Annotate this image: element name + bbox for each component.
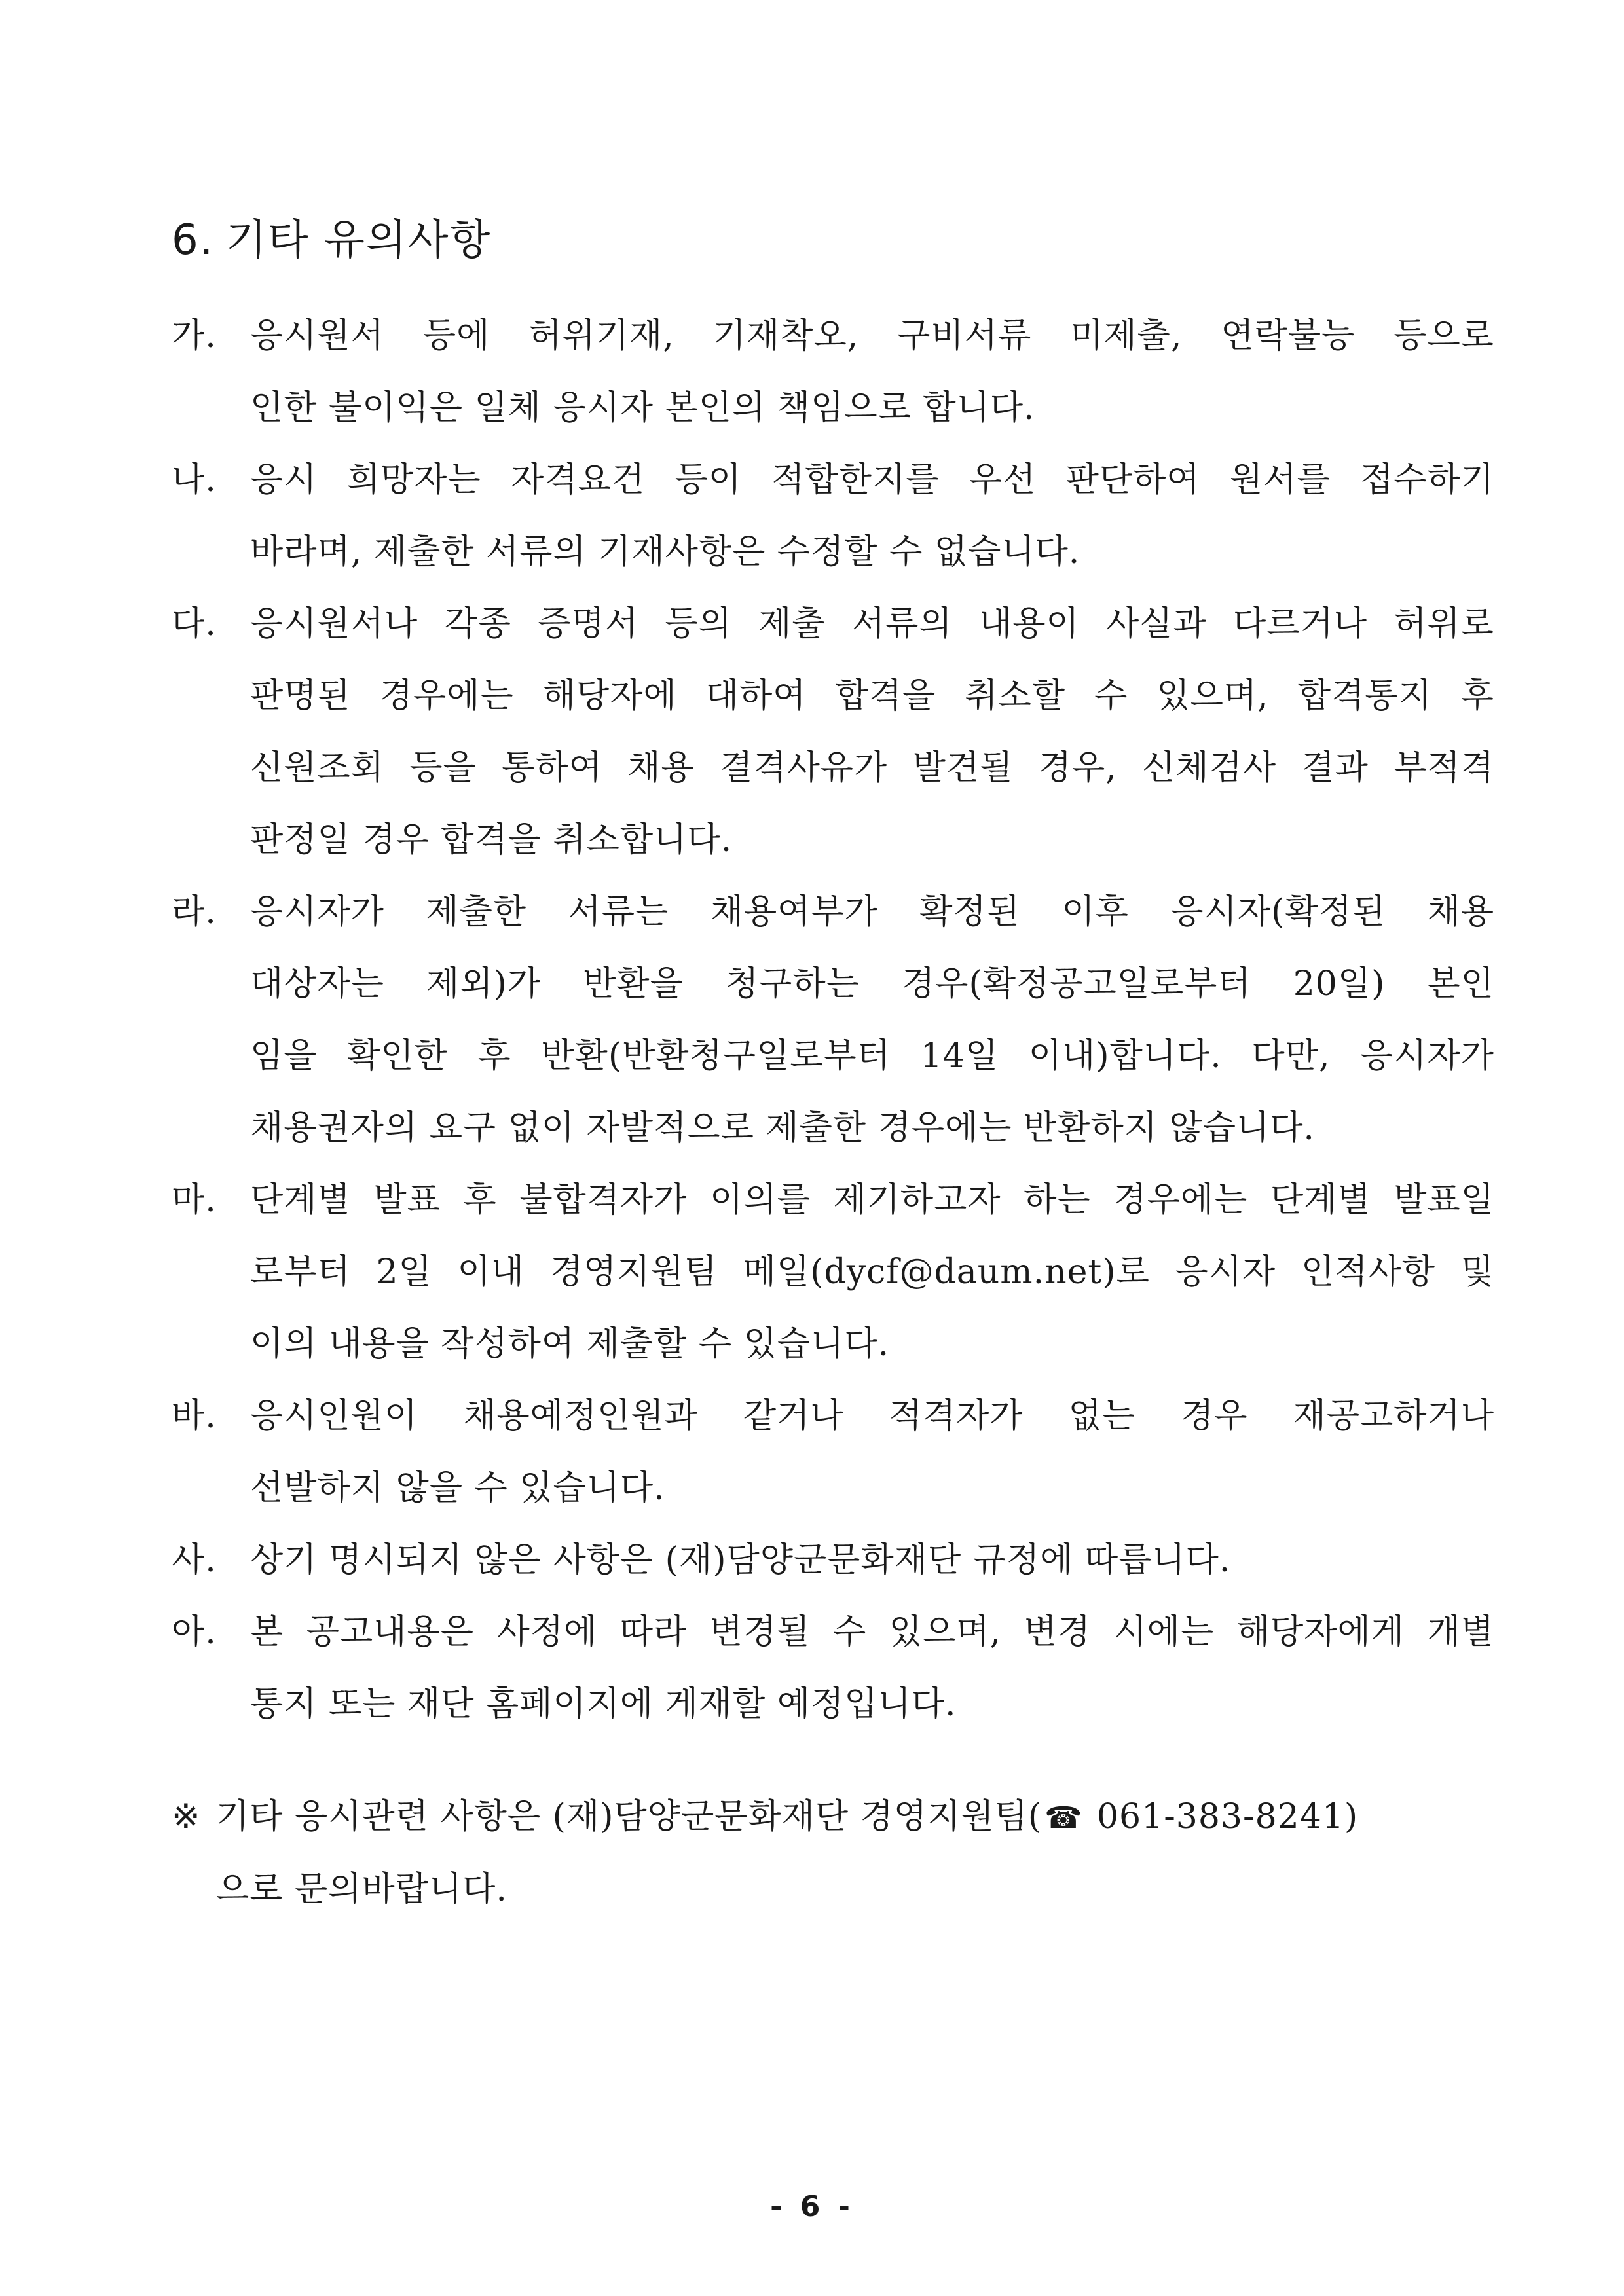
contact-note-line-1 (172, 1781, 1494, 1853)
list-item (172, 300, 1494, 444)
list-item (172, 1164, 1494, 1380)
contact-note-line-2: 으로 문의바랍니다. (216, 1870, 507, 1909)
section-heading (172, 216, 492, 264)
item-label: 마. (172, 1180, 217, 1220)
item-label: 아. (172, 1613, 217, 1652)
item-label: 사. (172, 1540, 217, 1580)
item-text-line: 선발하지 않을 수 있습니다. (250, 1468, 665, 1508)
item-text-line: 응시원서나 각종 증명서 등의 제출 서류의 내용이 사실과 다르거나 허위로 (250, 604, 1494, 644)
item-label: 바. (172, 1396, 217, 1436)
item-label: 가. (172, 316, 217, 355)
item-text-line: 본 공고내용은 사정에 따라 변경될 수 있으며, 변경 시에는 해당자에게 개별 (250, 1613, 1494, 1652)
section-title: 기타 유의사항 (226, 216, 492, 264)
page-number: - 6 - (770, 2190, 854, 2223)
section-number: 6. (172, 216, 215, 264)
contact-note-text: 기타 응시관련 사항은 (재)담양군문화재단 경영지원팀( (216, 1797, 1043, 1836)
item-text-line: 응시원서 등에 허위기재, 기재착오, 구비서류 미제출, 연락불능 등으로 (250, 316, 1494, 355)
item-text-line: 채용권자의 요구 없이 자발적으로 제출한 경우에는 반환하지 않습니다. (250, 1108, 1315, 1148)
item-label: 나. (172, 460, 217, 500)
item-label: 라. (172, 892, 217, 932)
item-text-line: 상기 명시되지 않은 사항은 (재)담양군문화재단 규정에 따릅니다. (250, 1540, 1231, 1580)
item-text-line: 응시 희망자는 자격요건 등이 적합한지를 우선 판단하여 원서를 접수하기 (250, 460, 1494, 500)
item-text-line: 로부터 2일 이내 경영지원팀 메일(dycf@daum.net)로 응시자 인적사항 및 (250, 1252, 1494, 1292)
item-text-line: 임을 확인한 후 반환(반환청구일로부터 14일 이내)합니다. 다만, 응시자가 (250, 1036, 1494, 1076)
item-text-line: 대상자는 제외)가 반환을 청구하는 경우(확정공고일로부터 20일) 본인 (250, 964, 1494, 1004)
item-text-line: 신원조회 등을 통하여 채용 결격사유가 발견될 경우, 신체검사 결과 부적격 (250, 748, 1494, 788)
item-text-line: 이의 내용을 작성하여 제출할 수 있습니다. (250, 1324, 890, 1364)
contact-phone-number: 061-383-8241) (1096, 1797, 1359, 1836)
contact-note (172, 1781, 1494, 1925)
item-text-line: 응시자가 제출한 서류는 채용여부가 확정된 이후 응시자(확정된 채용 (250, 892, 1494, 932)
list-item (172, 876, 1494, 1164)
item-text-line: 판명된 경우에는 해당자에 대하여 합격을 취소할 수 있으며, 합격통지 후 (250, 676, 1494, 716)
item-text-line: 단계별 발표 후 불합격자가 이의를 제기하고자 하는 경우에는 단계별 발표일 (250, 1180, 1494, 1220)
list-item (172, 444, 1494, 588)
item-label: 다. (172, 604, 217, 644)
reference-mark: ※ (172, 1797, 201, 1836)
list-item (172, 1380, 1494, 1524)
item-text-line: 바라며, 제출한 서류의 기재사항은 수정할 수 없습니다. (250, 532, 1080, 572)
item-text-line: 인한 불이익은 일체 응시자 본인의 책임으로 합니다. (250, 388, 1035, 428)
list-item (172, 1596, 1494, 1740)
item-text-line: 응시인원이 채용예정인원과 같거나 적격자가 없는 경우 재공고하거나 (250, 1396, 1494, 1436)
telephone-icon: ☎ (1044, 1800, 1083, 1835)
list-item (172, 588, 1494, 876)
list-item (172, 1524, 1494, 1596)
item-text-line: 통지 또는 재단 홈페이지에 게재할 예정입니다. (250, 1685, 957, 1724)
item-text-line: 판정일 경우 합격을 취소합니다. (250, 820, 733, 860)
notice-list (172, 300, 1494, 1740)
